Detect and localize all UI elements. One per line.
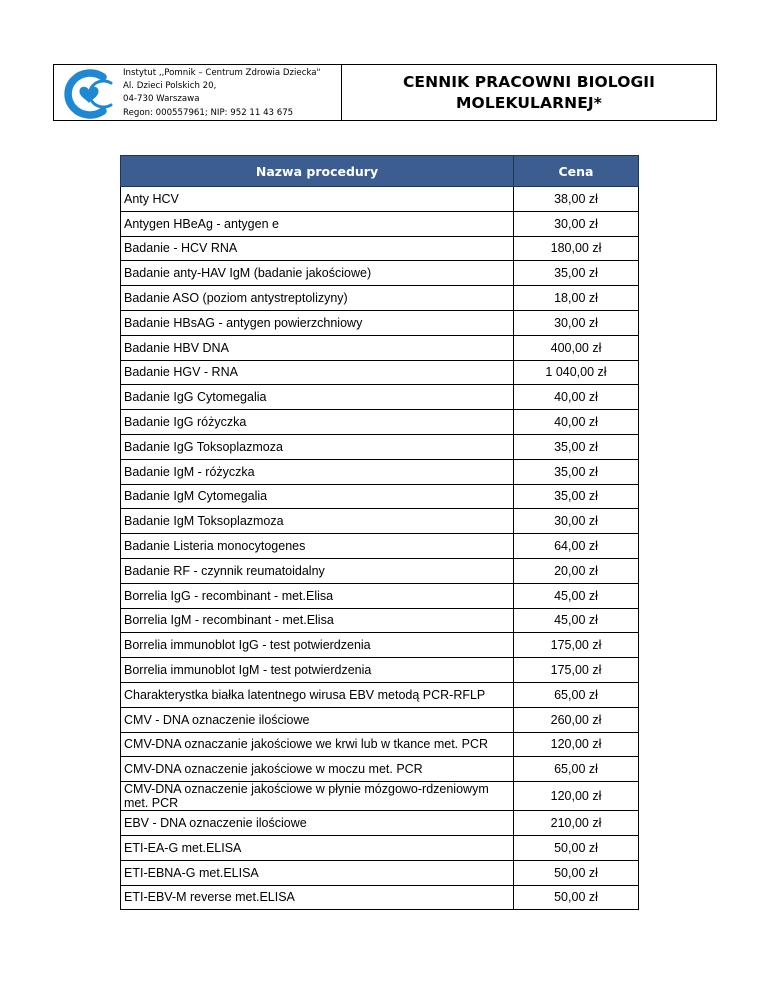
procedure-price: 20,00 zł: [514, 558, 639, 583]
procedure-name: Badanie HBsAG - antygen powierzchniowy: [121, 310, 514, 335]
procedure-name: Badanie IgG Toksoplazmoza: [121, 434, 514, 459]
procedure-price: 175,00 zł: [514, 658, 639, 683]
table-row: [121, 658, 639, 683]
procedure-name: Borrelia IgG - recombinant - met.Elisa: [121, 583, 514, 608]
institution-name: Instytut ,,Pomnik – Centrum Zdrowia Dziecka": [123, 68, 321, 78]
procedure-price: 120,00 zł: [514, 732, 639, 757]
table-row: [121, 707, 639, 732]
procedure-price: 30,00 zł: [514, 211, 639, 236]
procedure-price: 40,00 zł: [514, 410, 639, 435]
procedure-price: 175,00 zł: [514, 633, 639, 658]
price-table-body: [121, 187, 639, 910]
procedure-price: 210,00 zł: [514, 811, 639, 836]
procedure-name: Badanie anty-HAV IgM (badanie jakościowe): [121, 261, 514, 286]
procedure-name: Badanie IgM - różyczka: [121, 459, 514, 484]
procedure-name: Badanie IgG różyczka: [121, 410, 514, 435]
table-row: [121, 534, 639, 559]
procedure-price: 50,00 zł: [514, 885, 639, 910]
institution-street: Al. Dzieci Polskich 20,: [123, 81, 217, 92]
table-row: [121, 410, 639, 435]
procedure-price: 65,00 zł: [514, 757, 639, 782]
column-header-procedure: Nazwa procedury: [121, 156, 514, 187]
procedure-price: 45,00 zł: [514, 583, 639, 608]
procedure-price: 50,00 zł: [514, 835, 639, 860]
table-row: [121, 885, 639, 910]
title-line-2: MOLEKULARNEJ*: [456, 93, 602, 112]
procedure-name: Badanie Listeria monocytogenes: [121, 534, 514, 559]
procedure-name: Anty HCV: [121, 187, 514, 212]
procedure-price: 64,00 zł: [514, 534, 639, 559]
procedure-name: Badanie HGV - RNA: [121, 360, 514, 385]
procedure-name: ETI-EBNA-G met.ELISA: [121, 860, 514, 885]
table-row: [121, 211, 639, 236]
table-row: [121, 459, 639, 484]
table-row: [121, 310, 639, 335]
document-title: [342, 65, 716, 120]
procedure-price: 35,00 zł: [514, 434, 639, 459]
table-row: [121, 286, 639, 311]
table-row: [121, 757, 639, 782]
table-row: [121, 385, 639, 410]
procedure-name: Charakterystka białka latentnego wirusa EBV metodą PCR-RFLP: [121, 682, 514, 707]
institution-regon-nip: Regon: 000557961; NIP: 952 11 43 675: [123, 107, 294, 118]
procedure-price: 260,00 zł: [514, 707, 639, 732]
procedure-name: Badanie RF - czynnik reumatoidalny: [121, 558, 514, 583]
procedure-name: Badanie ASO (poziom antystreptolizyny): [121, 286, 514, 311]
procedure-price: 120,00 zł: [514, 782, 639, 811]
table-row: [121, 835, 639, 860]
procedure-price: 1 040,00 zł: [514, 360, 639, 385]
procedure-price: 35,00 zł: [514, 459, 639, 484]
procedure-name: Antygen HBeAg - antygen e: [121, 211, 514, 236]
table-row: [121, 860, 639, 885]
table-row: [121, 682, 639, 707]
price-table: [120, 155, 639, 910]
table-row: [121, 732, 639, 757]
procedure-name: Badanie IgG Cytomegalia: [121, 385, 514, 410]
institution-block: [54, 65, 342, 120]
column-header-price: Cena: [514, 156, 639, 187]
procedure-name: EBV - DNA oznaczenie ilościowe: [121, 811, 514, 836]
procedure-price: 50,00 zł: [514, 860, 639, 885]
institution-address: [123, 67, 321, 120]
procedure-name: CMV-DNA oznaczanie jakościowe we krwi lub w tkance met. PCR: [121, 732, 514, 757]
procedure-price: 400,00 zł: [514, 335, 639, 360]
table-header-row: [121, 156, 639, 187]
procedure-name: ETI-EBV-M reverse met.ELISA: [121, 885, 514, 910]
procedure-price: 40,00 zł: [514, 385, 639, 410]
procedure-name: Badanie IgM Toksoplazmoza: [121, 509, 514, 534]
procedure-name: CMV-DNA oznaczenie jakościowe w moczu met. PCR: [121, 757, 514, 782]
document-header: [53, 64, 717, 121]
institution-city: 04-730 Warszawa: [123, 94, 200, 105]
procedure-name: Borrelia immunoblot IgG - test potwierdzenia: [121, 633, 514, 658]
procedure-name: CMV-DNA oznaczenie jakościowe w płynie mózgowo-rdzeniowym met. PCR: [121, 782, 514, 811]
procedure-price: 35,00 zł: [514, 484, 639, 509]
table-row: [121, 558, 639, 583]
procedure-name: Borrelia IgM - recombinant - met.Elisa: [121, 608, 514, 633]
title-line-1: CENNIK PRACOWNI BIOLOGII: [402, 72, 656, 91]
table-row: [121, 633, 639, 658]
table-row: [121, 509, 639, 534]
procedure-price: 180,00 zł: [514, 236, 639, 261]
table-row: [121, 608, 639, 633]
procedure-name: Borrelia immunoblot IgM - test potwierdzenia: [121, 658, 514, 683]
table-row: [121, 782, 639, 811]
procedure-price: 45,00 zł: [514, 608, 639, 633]
cmhi-heart-logo-icon: [59, 69, 119, 119]
table-row: [121, 335, 639, 360]
procedure-price: 30,00 zł: [514, 310, 639, 335]
procedure-name: Badanie HBV DNA: [121, 335, 514, 360]
table-row: [121, 360, 639, 385]
procedure-price: 65,00 zł: [514, 682, 639, 707]
table-row: [121, 434, 639, 459]
procedure-price: 18,00 zł: [514, 286, 639, 311]
procedure-price: 38,00 zł: [514, 187, 639, 212]
procedure-price: 35,00 zł: [514, 261, 639, 286]
procedure-name: Badanie - HCV RNA: [121, 236, 514, 261]
table-row: [121, 187, 639, 212]
procedure-name: Badanie IgM Cytomegalia: [121, 484, 514, 509]
table-row: [121, 583, 639, 608]
table-row: [121, 236, 639, 261]
table-row: [121, 484, 639, 509]
table-row: [121, 811, 639, 836]
procedure-name: ETI-EA-G met.ELISA: [121, 835, 514, 860]
procedure-price: 30,00 zł: [514, 509, 639, 534]
table-row: [121, 261, 639, 286]
procedure-name: CMV - DNA oznaczenie ilościowe: [121, 707, 514, 732]
